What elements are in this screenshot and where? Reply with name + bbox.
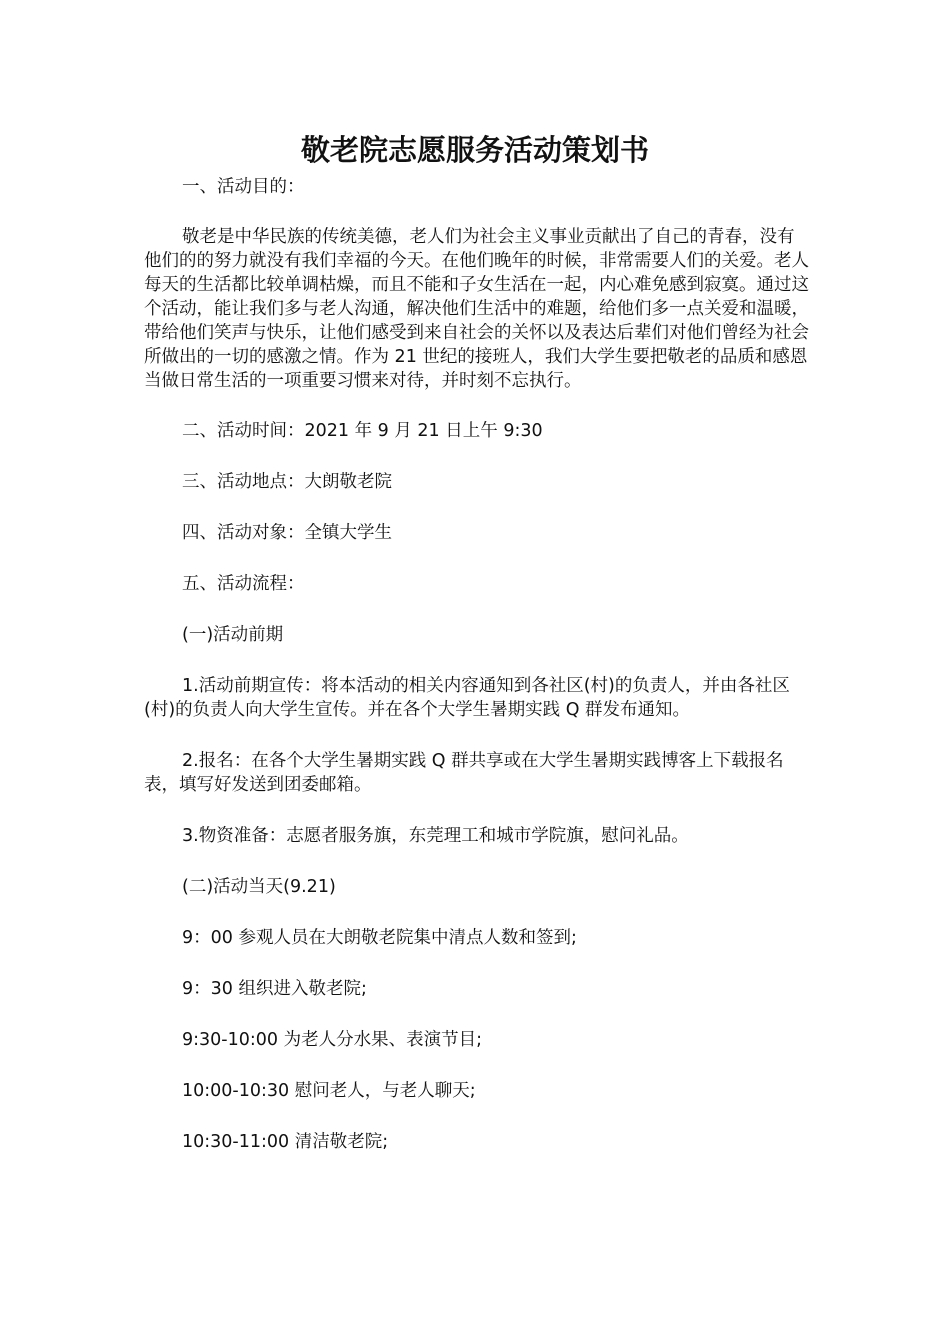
- phase1-item-publicity: 1.活动前期宣传：将本活动的相关内容通知到各社区(村)的负责人，并由各社区(村)的负责人向大学生宣传。并在各个大学生暑期实践 Q 群发布通知。: [144, 676, 790, 720]
- phase1-heading: (一)活动前期: [182, 625, 284, 645]
- phase1-item-materials: 3.物资准备：志愿者服务旗，东莞理工和城市学院旗，慰问礼品。: [182, 826, 689, 846]
- purpose-heading: 一、活动目的：: [182, 177, 305, 197]
- purpose-paragraph: 敬老是中华民族的传统美德，老人们为社会主义事业贡献出了自己的青春，没有他们的的努力就没有我们幸福的今天。在他们晚年的时候，非常需要人们的关爱。老人每天的生活都比较单调枯燥，而且不能和子女生活在一起，内心难免感到寂寞。通过这个活动，能让我们多与老人沟通，解决他们生活中的难题，给他们多一点关爱和温暖，带给他们笑声与快乐，让他们感受到来自社会的关怀以及表达后辈们对他们曾经为社会所做出的一切的感激之情。作为 21 世纪的接班人，我们大学生要把敬老的品质和感恩当做日常生活的一项重要习惯来对待，并时刻不忘执行。: [144, 227, 809, 391]
- activity-time: 二、活动时间：2021 年 9 月 21 日上午 9:30: [182, 421, 543, 441]
- schedule-item: 9：00 参观人员在大朗敬老院集中清点人数和签到;: [182, 928, 577, 948]
- document-body: [144, 175, 809, 1154]
- schedule-item: 10:00-10:30 慰问老人，与老人聊天;: [182, 1081, 476, 1101]
- schedule-item: 9：30 组织进入敬老院;: [182, 979, 367, 999]
- phase2-heading: (二)活动当天(9.21): [182, 877, 336, 897]
- document-title: 敬老院志愿服务活动策划书: [300, 133, 649, 167]
- phase1-item-registration: 2.报名：在各个大学生暑期实践 Q 群共享或在大学生暑期实践博客上下载报名表，填写好发送到团委邮箱。: [144, 751, 784, 795]
- process-heading: 五、活动流程：: [182, 574, 305, 594]
- activity-audience: 四、活动对象：全镇大学生: [182, 523, 392, 543]
- schedule-item: 9:30-10:00 为老人分水果、表演节目;: [182, 1030, 483, 1050]
- schedule-item: 10:30-11:00 清洁敬老院;: [182, 1132, 389, 1152]
- activity-location: 三、活动地点：大朗敬老院: [182, 472, 392, 492]
